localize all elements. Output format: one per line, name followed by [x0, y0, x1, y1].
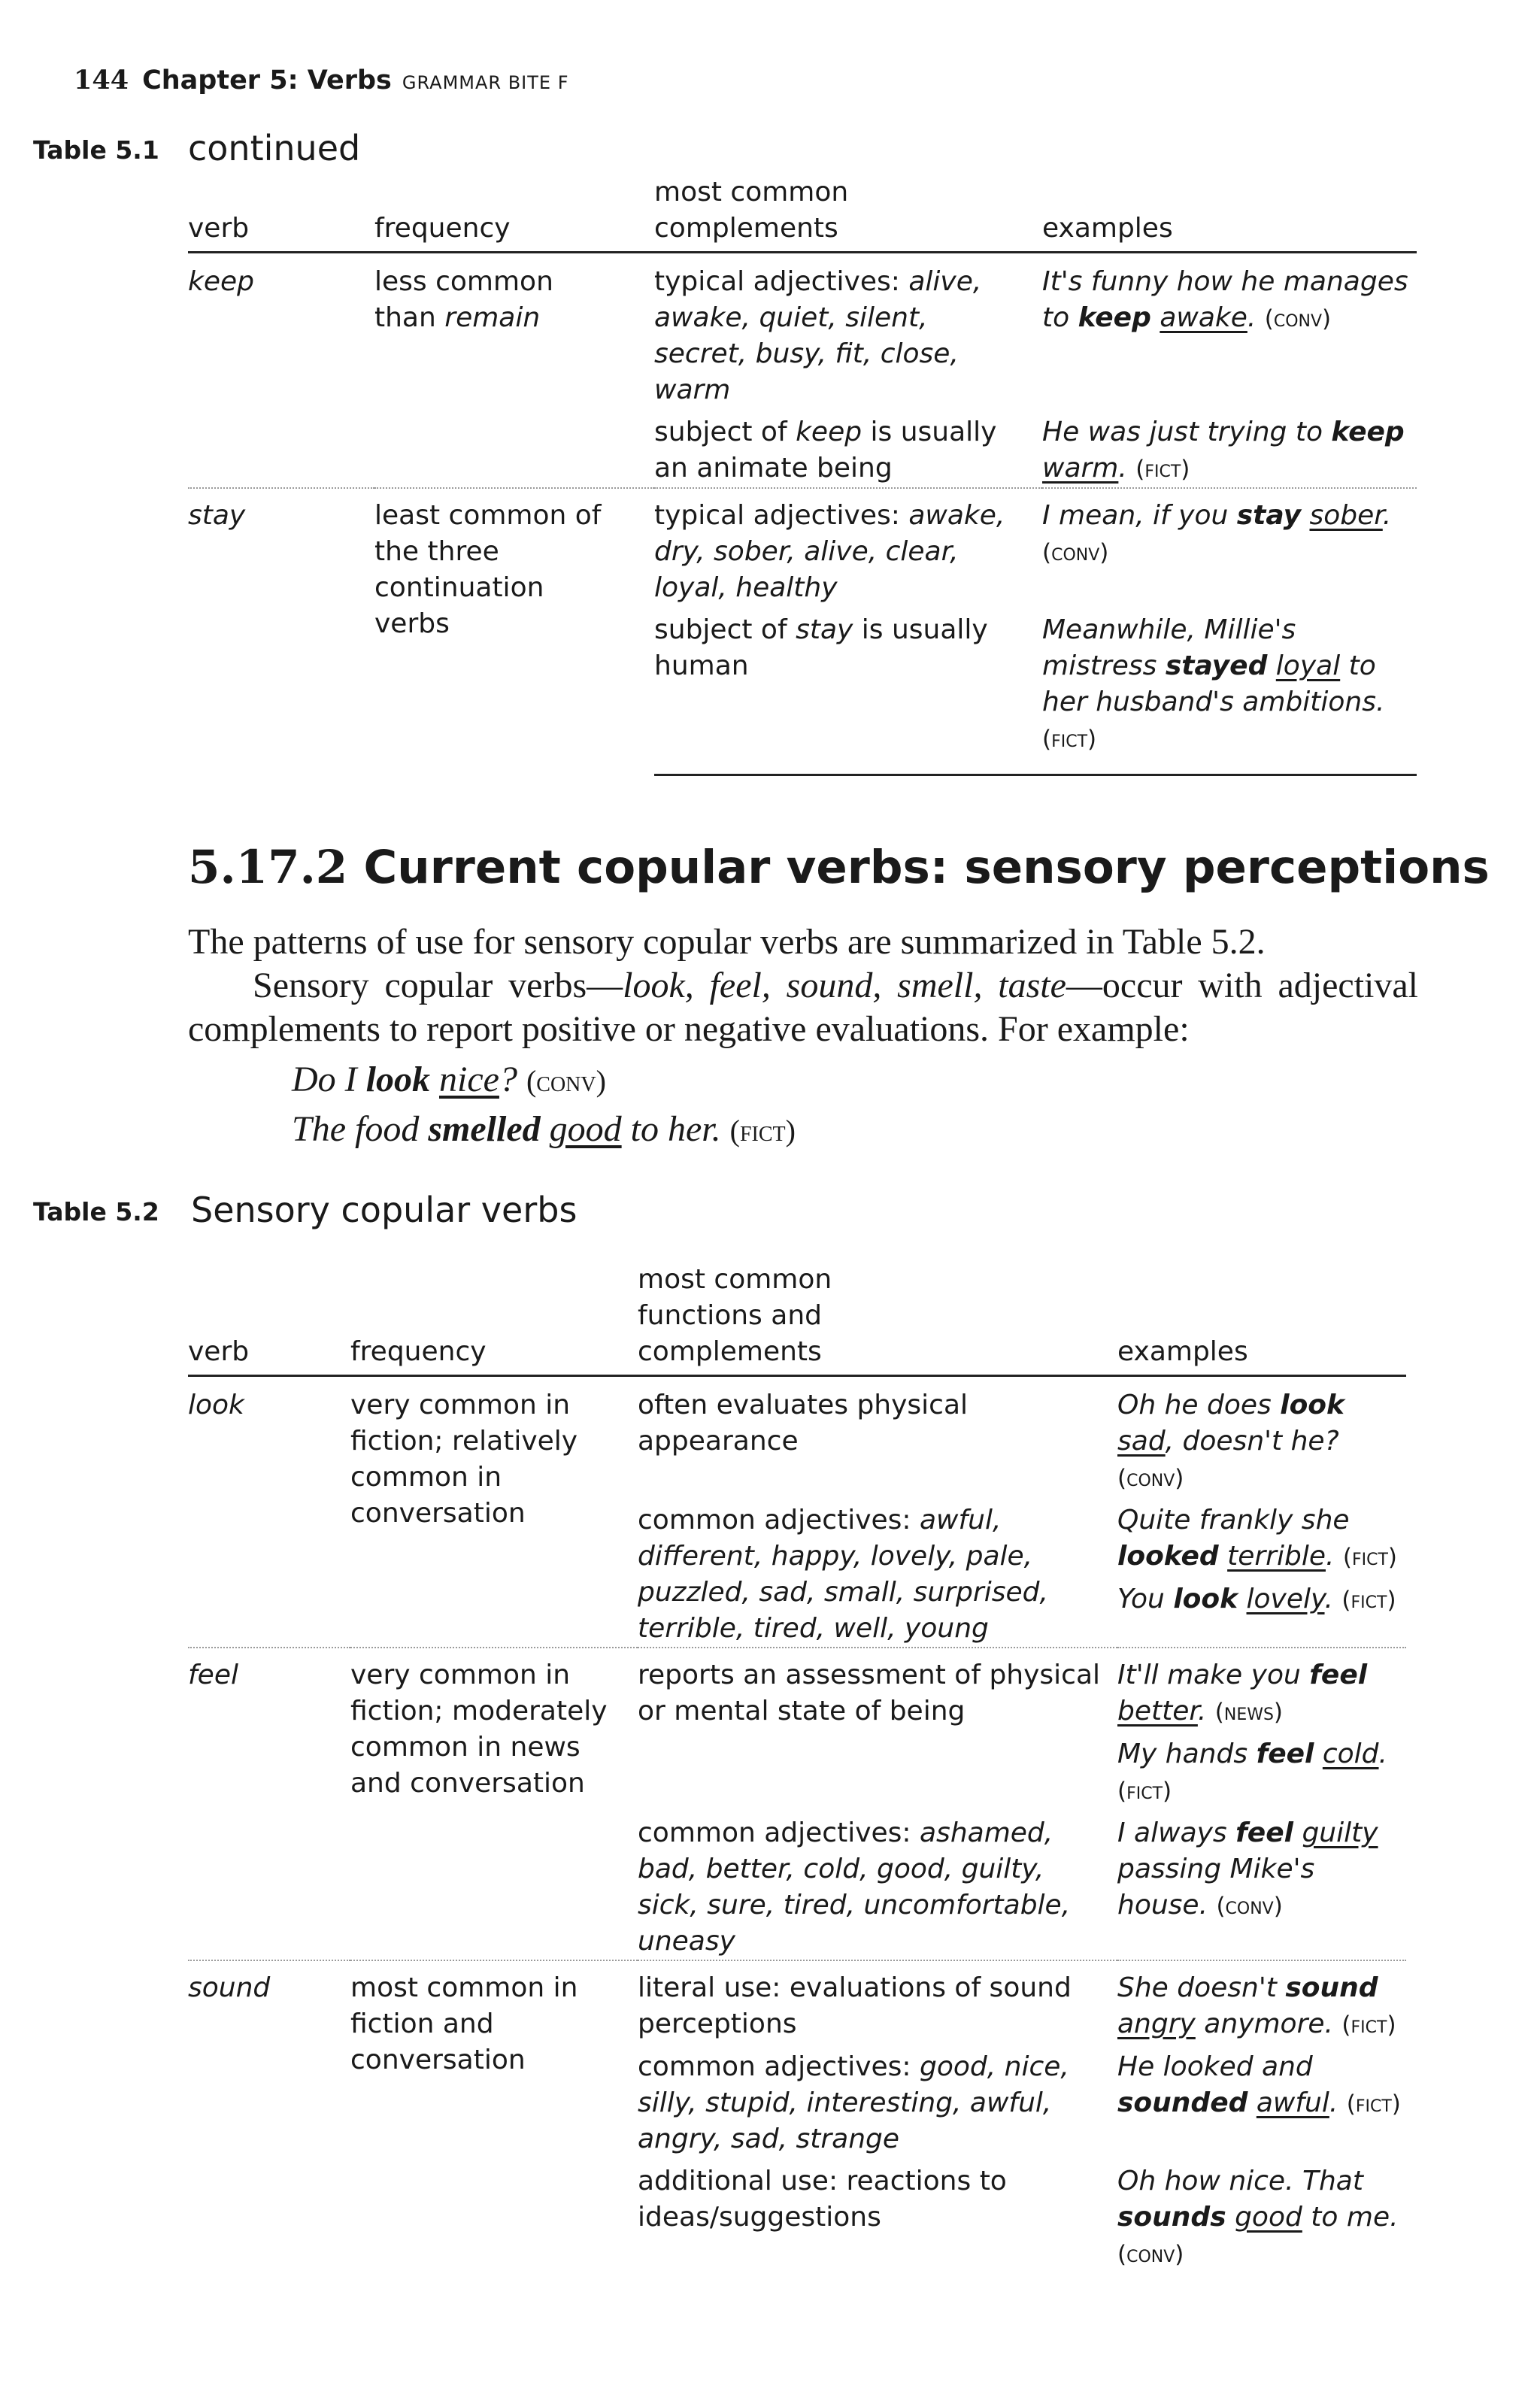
row-example: He looked and sounded awful. (fict) — [1117, 2051, 1401, 2118]
row-example: Quite frankly she looked terrible. (fict) You look lovely. (fict) — [1117, 1505, 1398, 1614]
row-complement: typical adjectives: alive, awake, quiet, silent, secret, busy, fit, close, warm — [654, 266, 982, 405]
row-example: I mean, if you stay sober. (conv) — [1042, 488, 1417, 606]
paragraph-1: The patterns of use for sensory copular verbs are summarized in Table 5.2. — [188, 922, 1266, 962]
row-example: She doesn't sound angry anymore. (fict) — [1117, 1960, 1406, 2043]
header-frequency: frequency — [374, 174, 654, 253]
table-row — [188, 1648, 1406, 1809]
section-heading: 5.17.2 Current copular verbs: sensory perceptions — [188, 841, 1490, 894]
row-function: common adjectives: awful, different, happy, lovely, pale, puzzled, sad, small, surprised, terrible, tired, well, young — [638, 1505, 1048, 1644]
row-verb: feel — [188, 1648, 350, 1960]
header-frequency: frequency — [350, 1262, 638, 1376]
table-row — [188, 253, 1417, 409]
example-2: The food smelled good to her. (fict) — [292, 1109, 796, 1149]
example-1: Do I look nice? (conv) — [292, 1060, 606, 1099]
row-example: He was just trying to keep warm. (fict) — [1042, 417, 1405, 484]
header-verb: verb — [188, 1262, 350, 1376]
row-frequency: most common in fiction and conversation — [350, 1960, 638, 2280]
table2-label: Table 5.2 — [33, 1197, 159, 1226]
table-5-2 — [188, 1262, 1406, 2280]
row-frequency: very common in fiction; relatively common in conversation — [350, 1390, 578, 1529]
chapter-title: Chapter 5: Verbs — [142, 65, 392, 95]
row-function: common adjectives: good, nice, silly, stupid, interesting, awful, angry, sad, strange — [638, 2051, 1069, 2154]
running-head — [74, 65, 569, 95]
row-verb: sound — [188, 1960, 350, 2280]
row-complement: typical adjectives: awake, dry, sober, alive, clear, loyal, healthy — [654, 488, 1042, 606]
row-verb: keep — [188, 266, 254, 297]
paragraph-2: Sensory copular verbs—look, feel, sound, smell, taste—occur with adjectival complements to report positive or negative evaluations. For example: — [188, 966, 1419, 1049]
header-verb: verb — [188, 174, 374, 253]
row-function: reports an assessment of physical or mental state of being — [638, 1648, 1117, 1809]
row-complement: subject of keep is usually an animate being — [654, 417, 997, 484]
grammar-bite: GRAMMAR BITE F — [402, 72, 569, 93]
header-examples: examples — [1042, 174, 1417, 253]
row-function: often evaluates physical appearance — [638, 1390, 969, 1457]
table-row — [188, 488, 1417, 606]
table-5-1 — [188, 174, 1417, 776]
table2-title: Sensory copular verbs — [191, 1190, 578, 1230]
row-example: It's funny how he manages to keep awake. (conv) — [1042, 266, 1408, 333]
row-frequency: least common of the three continuation verbs — [374, 488, 654, 775]
section-title: Current copular verbs: sensory perceptions — [363, 841, 1490, 894]
page-number: 144 — [74, 65, 129, 95]
row-frequency: less common than remain — [374, 266, 553, 333]
row-complement: subject of stay is usually human — [654, 606, 1042, 775]
row-verb: stay — [188, 488, 374, 775]
section-body — [188, 920, 1418, 1051]
row-frequency: very common in fiction; moderately common in news and conversation — [350, 1648, 638, 1960]
row-function: additional use: reactions to ideas/suggestions — [638, 2166, 1007, 2233]
row-example: Oh how nice. That sounds good to me. (conv) — [1117, 2166, 1399, 2268]
row-function: literal use: evaluations of sound perceptions — [638, 1960, 1117, 2043]
row-example: Oh he does look sad, doesn't he? (conv) — [1117, 1390, 1344, 1492]
row-example: I always feel guilty passing Mike's house. (conv) — [1117, 1817, 1378, 1921]
row-example: Meanwhile, Millie's mistress stayed loyal to her husband's ambitions. (fict) — [1042, 606, 1417, 775]
header-examples: examples — [1117, 1262, 1406, 1376]
table2-header-row — [188, 1262, 1406, 1376]
row-verb: look — [188, 1390, 244, 1420]
header-functions: most common functions and complements — [638, 1262, 1117, 1376]
table1-label: Table 5.1 — [33, 135, 159, 165]
header-complements: most common complements — [654, 174, 1042, 253]
table1-title: continued — [188, 128, 361, 168]
table1-header-row — [188, 174, 1417, 253]
table-row — [188, 1376, 1406, 1497]
table-row — [188, 1960, 1406, 2043]
row-example: It'll make you feel better. (news) My hands feel cold. (fict) — [1117, 1648, 1406, 1809]
row-function: common adjectives: ashamed, bad, better, cold, good, guilty, sick, sure, tired, uncomfortable, uneasy — [638, 1817, 1071, 1957]
